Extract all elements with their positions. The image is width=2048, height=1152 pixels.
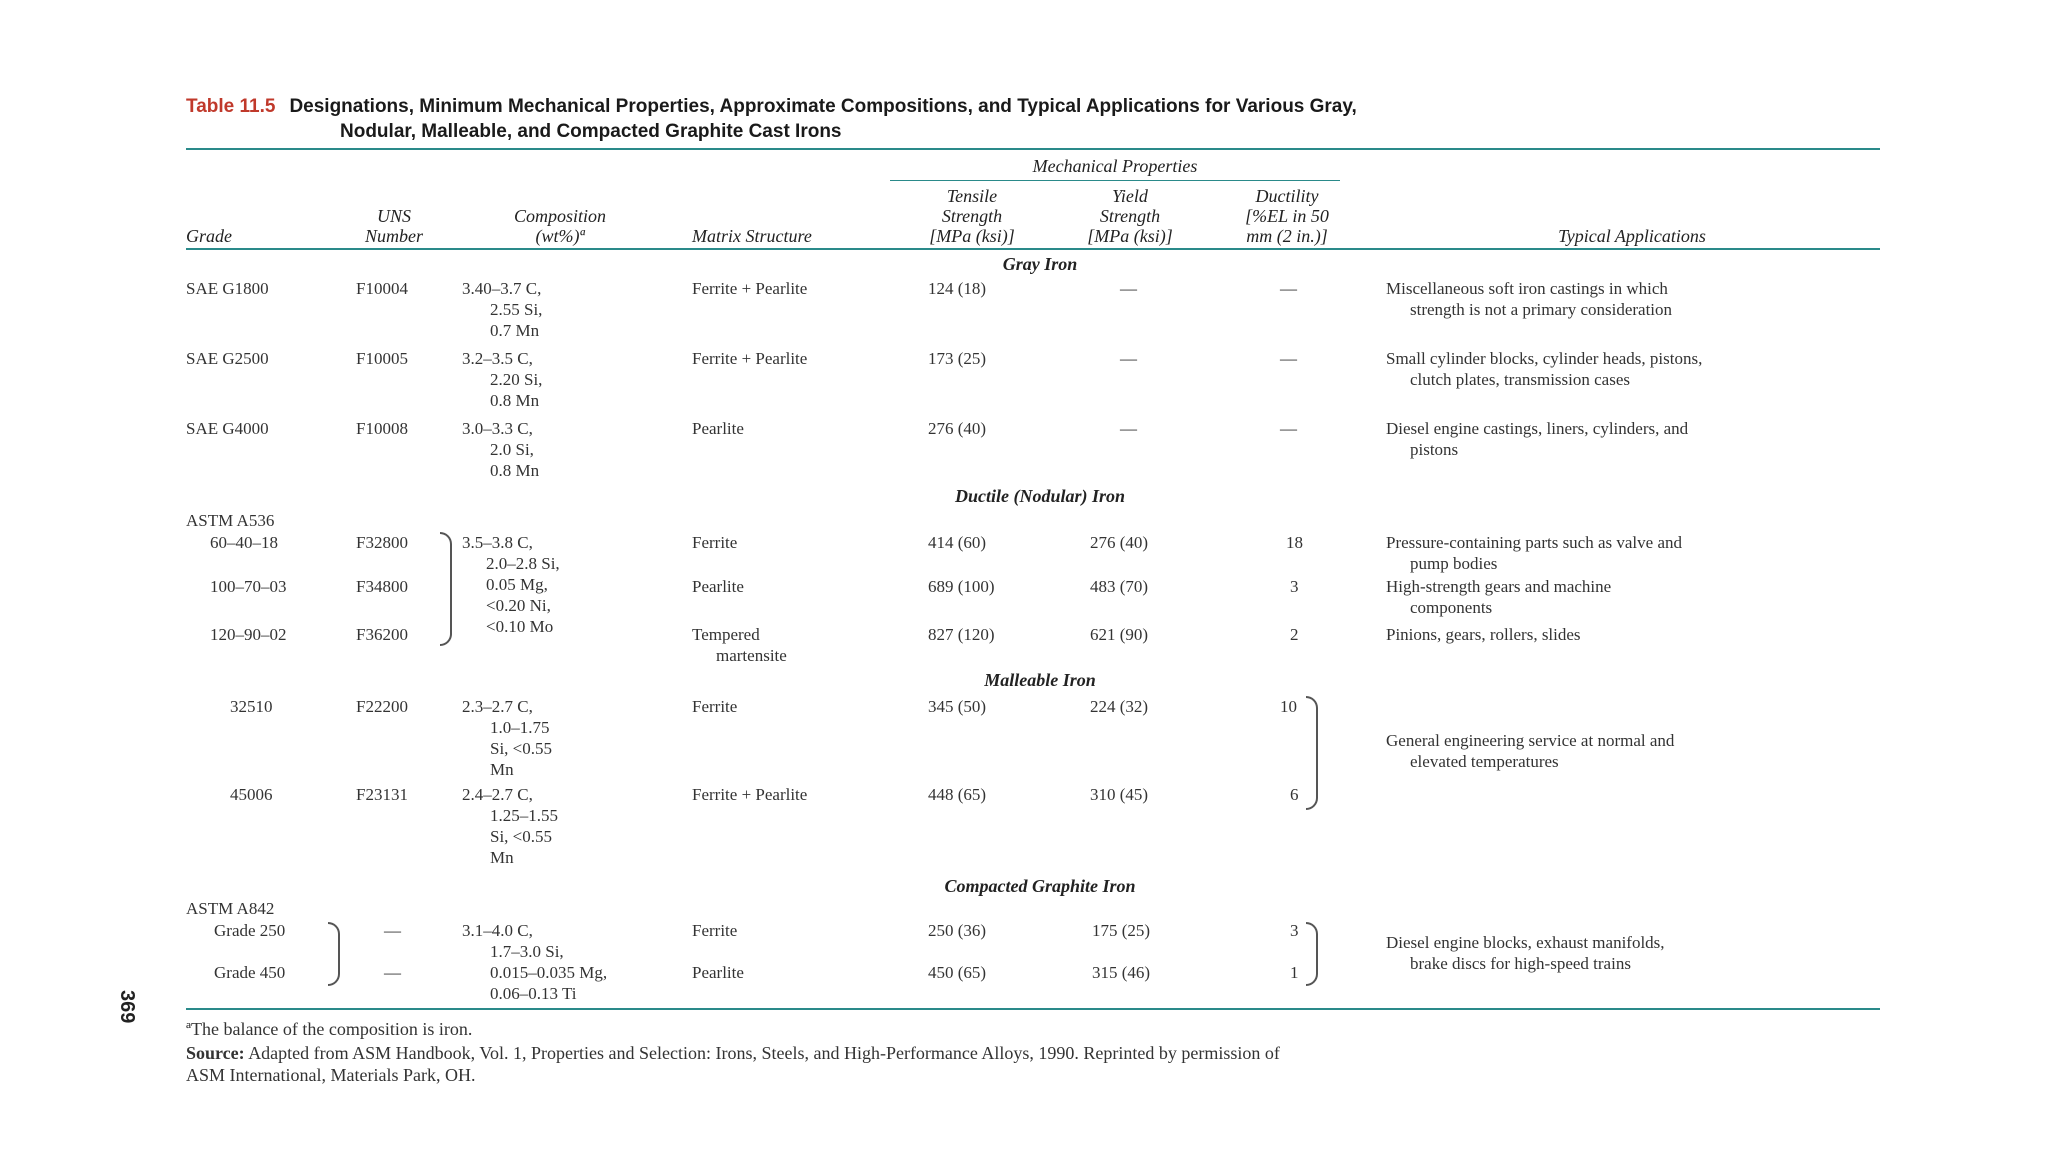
gray-2-comp: [462, 348, 542, 411]
header-yield-line2: Strength: [1099, 206, 1161, 226]
header-matrix: Matrix Structure: [692, 226, 812, 246]
malleable-1-grade: 32510: [230, 697, 273, 716]
compacted-comp-line: 3.1–4.0 C,: [462, 921, 533, 940]
compacted-2-ductility: 1: [1290, 963, 1299, 982]
table-label: Table 11.5: [186, 96, 276, 117]
ductile-spec: ASTM A536: [186, 511, 275, 530]
header-duct-line3: mm (2 in.)]: [1246, 226, 1328, 246]
gray-3-app-line: pistons: [1410, 440, 1459, 459]
source-note: [186, 1042, 1886, 1086]
ductile-2-tensile: 689 (100): [928, 577, 995, 596]
malleable-2-comp: [462, 784, 558, 868]
gray-2-comp-line: 2.20 Si,: [490, 370, 543, 389]
compacted-1-tensile: 250 (36): [928, 921, 987, 940]
malleable-2-comp-line: Si, <0.55: [490, 827, 553, 846]
ductile-comp-line: 2.0–2.8 Si,: [486, 554, 560, 573]
header-uns: [344, 206, 444, 246]
gray-1-ductility: —: [1280, 279, 1297, 298]
ductile-3-tensile: 827 (120): [928, 625, 995, 644]
gray-1-matrix: Ferrite + Pearlite: [692, 279, 808, 298]
gray-1-comp-line: 3.40–3.7 C,: [462, 279, 542, 298]
compacted-app-line: brake discs for high-speed trains: [1410, 954, 1631, 973]
compacted-2-yield: 315 (46): [1092, 963, 1151, 982]
ductile-3-matrix-line: martensite: [716, 646, 787, 665]
ductile-2-grade: 100–70–03: [210, 577, 287, 596]
compacted-app-line: Diesel engine blocks, exhaust manifolds,: [1386, 933, 1665, 952]
gray-3-app-line: Diesel engine castings, liners, cylinders, and: [1386, 419, 1689, 438]
compacted-1-ductility: 3: [1290, 921, 1299, 940]
gray-3-yield: —: [1120, 419, 1137, 438]
ductile-3-uns: F36200: [356, 625, 408, 644]
top-rule: [186, 148, 1880, 150]
header-duct-line1: Ductility: [1255, 186, 1319, 206]
compacted-spec: ASTM A842: [186, 899, 275, 918]
gray-1-app-line: Miscellaneous soft iron castings in which: [1386, 279, 1668, 298]
ductile-3-matrix: [692, 624, 787, 666]
malleable-2-comp-line: 2.4–2.7 C,: [462, 785, 533, 804]
compacted-application: [1386, 932, 1665, 974]
gray-2-app-line: Small cylinder blocks, cylinder heads, pistons,: [1386, 349, 1703, 368]
ductile-comp-line: 0.05 Mg,: [486, 575, 548, 594]
gray-3-comp: [462, 418, 539, 481]
gray-1-comp-line: 0.7 Mn: [490, 321, 540, 340]
gray-2-app-line: clutch plates, transmission cases: [1410, 370, 1631, 389]
compacted-1-yield: 175 (25): [1092, 921, 1151, 940]
gray-2-yield: —: [1120, 349, 1137, 368]
source-text: Adapted from ASM Handbook, Vol. 1, Properties and Selection: Irons, Steels, and High-Performance Alloys, 1990. Reprinted by permission of: [248, 1043, 1280, 1063]
compacted-2-matrix: Pearlite: [692, 963, 744, 982]
gray-1-comp: [462, 278, 542, 341]
gray-1-yield: —: [1120, 279, 1137, 298]
ductile-1-yield: 276 (40): [1090, 533, 1149, 552]
malleable-2-uns: F23131: [356, 785, 408, 804]
mech-group-header: Mechanical Properties: [1032, 156, 1198, 176]
gray-2-grade: SAE G2500: [186, 349, 269, 368]
compacted-composition: [462, 920, 607, 1004]
ductile-1-ductility: 18: [1286, 533, 1303, 552]
header-yield: [1060, 186, 1200, 246]
mech-group-rule: [890, 180, 1340, 181]
ductile-1-app-line: pump bodies: [1410, 554, 1498, 573]
ductile-1-app-line: Pressure-containing parts such as valve and: [1386, 533, 1682, 552]
compacted-2-tensile: 450 (65): [928, 963, 987, 982]
ductile-3-grade: 120–90–02: [210, 625, 287, 644]
header-tensile-line1: Tensile: [946, 186, 998, 206]
malleable-2-tensile: 448 (65): [928, 785, 987, 804]
ductile-1-uns: F32800: [356, 533, 408, 552]
section-malleable-iron: Malleable Iron: [984, 670, 1096, 690]
page-number: 369: [116, 990, 138, 1024]
malleable-1-comp-line: Si, <0.55: [490, 739, 553, 758]
gray-2-ductility: —: [1280, 349, 1297, 368]
header-composition: [480, 206, 640, 246]
malleable-1-matrix: Ferrite: [692, 697, 738, 716]
gray-1-tensile: 124 (18): [928, 279, 987, 298]
ductile-2-ductility: 3: [1290, 577, 1299, 596]
header-duct-line2: [%EL in 50: [1245, 206, 1329, 226]
ductile-3-matrix-line: Tempered: [692, 625, 760, 644]
malleable-application: [1386, 730, 1674, 772]
malleable-1-comp-line: 1.0–1.75: [490, 718, 550, 737]
gray-2-comp-line: 0.8 Mn: [490, 391, 540, 410]
header-uns-line2: Number: [365, 226, 423, 246]
footnote: ªThe balance of the composition is iron.: [186, 1019, 473, 1039]
malleable-1-ductility: 10: [1280, 697, 1297, 716]
malleable-1-yield: 224 (32): [1090, 697, 1149, 716]
ductile-1-application: [1386, 532, 1682, 574]
ductile-3-ductility: 2: [1290, 625, 1299, 644]
gray-3-comp-line: 3.0–3.3 C,: [462, 419, 533, 438]
section-ductile-iron: Ductile (Nodular) Iron: [954, 486, 1125, 506]
compacted-ductility-brace: [1306, 922, 1318, 986]
malleable-1-comp: [462, 696, 552, 780]
malleable-2-matrix: Ferrite + Pearlite: [692, 785, 808, 804]
malleable-1-uns: F22200: [356, 697, 408, 716]
compacted-comp-line: 0.06–0.13 Ti: [490, 984, 577, 1003]
malleable-brace: [1306, 696, 1318, 810]
malleable-2-comp-line: Mn: [490, 848, 514, 867]
header-tensile-line3: [MPa (ksi)]: [929, 226, 1015, 246]
ductile-2-app-line: components: [1410, 598, 1493, 617]
compacted-2-grade: Grade 450: [214, 963, 286, 982]
compacted-comp-line: 0.015–0.035 Mg,: [490, 963, 608, 982]
ductile-2-app-line: High-strength gears and machine: [1386, 577, 1612, 596]
section-compacted-graphite-iron: Compacted Graphite Iron: [944, 876, 1136, 896]
header-yield-line3: [MPa (ksi)]: [1087, 226, 1173, 246]
malleable-1-comp-line: 2.3–2.7 C,: [462, 697, 533, 716]
malleable-1-tensile: 345 (50): [928, 697, 987, 716]
compacted-1-grade: Grade 250: [214, 921, 286, 940]
header-comp-line2: (wt%)ª: [535, 226, 585, 246]
ductile-comp-line: <0.20 Ni,: [486, 596, 551, 615]
gray-3-comp-line: 0.8 Mn: [490, 461, 540, 480]
gray-1-application: [1386, 278, 1672, 320]
ductile-comp-line: <0.10 Mo: [486, 617, 554, 636]
ductile-2-matrix: Pearlite: [692, 577, 744, 596]
header-comp-line1: Composition: [513, 206, 606, 226]
gray-3-matrix: Pearlite: [692, 419, 744, 438]
gray-3-grade: SAE G4000: [186, 419, 269, 438]
header-rule: [186, 248, 1880, 250]
ductile-composition: [462, 532, 560, 637]
gray-1-grade: SAE G1800: [186, 279, 269, 298]
malleable-app-line: General engineering service at normal and: [1386, 731, 1675, 750]
gray-3-tensile: 276 (40): [928, 419, 987, 438]
malleable-2-yield: 310 (45): [1090, 785, 1149, 804]
ductile-3-application: Pinions, gears, rollers, slides: [1386, 625, 1581, 644]
caption-line-2: Nodular, Malleable, and Compacted Graphite Cast Irons: [340, 121, 842, 142]
header-tensile-line2: Strength: [941, 206, 1003, 226]
gray-1-comp-line: 2.55 Si,: [490, 300, 543, 319]
gray-2-uns: F10005: [356, 349, 408, 368]
ductile-2-yield: 483 (70): [1090, 577, 1149, 596]
ductile-1-matrix: Ferrite: [692, 533, 738, 552]
compacted-comp-line: 1.7–3.0 Si,: [490, 942, 564, 961]
malleable-2-ductility: 6: [1290, 785, 1299, 804]
ductile-3-yield: 621 (90): [1090, 625, 1149, 644]
gray-1-app-line: strength is not a primary consideration: [1410, 300, 1673, 319]
ductile-1-tensile: 414 (60): [928, 533, 987, 552]
malleable-2-comp-line: 1.25–1.55: [490, 806, 558, 825]
compacted-1-uns: —: [384, 921, 401, 940]
ductile-2-application: [1386, 576, 1611, 618]
source-line-2: ASM International, Materials Park, OH.: [186, 1065, 476, 1085]
section-gray-iron: Gray Iron: [1002, 254, 1078, 274]
gray-3-uns: F10008: [356, 419, 408, 438]
gray-2-application: [1386, 348, 1702, 390]
header-yield-line1: Yield: [1112, 186, 1148, 206]
table-caption: [186, 94, 1886, 144]
gray-1-uns: F10004: [356, 279, 408, 298]
gray-3-ductility: —: [1280, 419, 1297, 438]
gray-2-tensile: 173 (25): [928, 349, 987, 368]
bottom-rule: [186, 1008, 1880, 1010]
gray-3-comp-line: 2.0 Si,: [490, 440, 534, 459]
malleable-app-line: elevated temperatures: [1410, 752, 1559, 771]
ductile-brace: [440, 532, 452, 646]
header-grade: Grade: [186, 226, 232, 246]
gray-2-matrix: Ferrite + Pearlite: [692, 349, 808, 368]
ductile-2-uns: F34800: [356, 577, 408, 596]
compacted-grade-brace: [328, 922, 340, 986]
header-applications: Typical Applications: [1558, 226, 1706, 246]
compacted-1-matrix: Ferrite: [692, 921, 738, 940]
malleable-2-grade: 45006: [230, 785, 273, 804]
ductile-comp-line: 3.5–3.8 C,: [462, 533, 533, 552]
ductile-1-grade: 60–40–18: [210, 533, 278, 552]
gray-3-application: [1386, 418, 1688, 460]
compacted-2-uns: —: [384, 963, 401, 982]
header-uns-line1: UNS: [376, 206, 411, 226]
caption-line-1: Designations, Minimum Mechanical Properties, Approximate Compositions, and Typical Applications for Various Gray,: [289, 96, 1357, 117]
malleable-1-comp-line: Mn: [490, 760, 514, 779]
source-label: Source:: [186, 1043, 245, 1063]
header-ductility: [1212, 186, 1362, 246]
header-tensile: [902, 186, 1042, 246]
gray-2-comp-line: 3.2–3.5 C,: [462, 349, 533, 368]
